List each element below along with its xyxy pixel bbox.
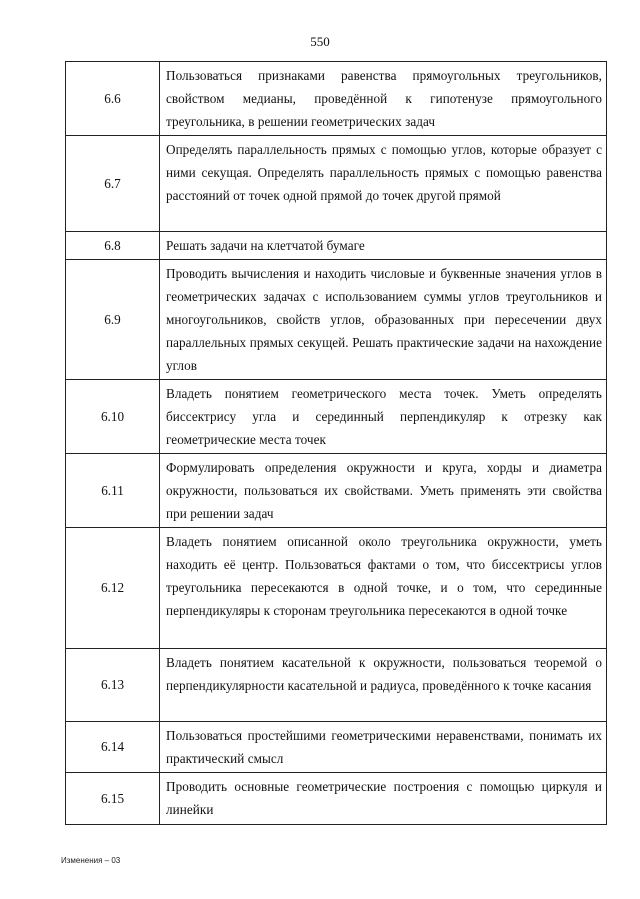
row-text: Определять параллельность прямых с помощью углов, которые образует с ними секущая. Определять параллельность прямых с помощью равенства расстояний от точек одной прямой до точек другой прямой	[160, 136, 607, 232]
table-row	[66, 649, 607, 722]
row-code: 6.6	[66, 62, 160, 136]
row-text: Проводить вычисления и находить числовые и буквенные значения углов в геометрических задачах с использованием суммы углов треугольников и многоугольников, свойств углов, образованных при пересечении двух параллельных прямых секущей. Решать практические задачи на нахождение углов	[160, 260, 607, 380]
page-number: 550	[310, 34, 330, 49]
row-text: Пользоваться признаками равенства прямоугольных треугольников, свойством медианы, проведённой к гипотенузе прямоугольного треугольника, в решении геометрических задач	[160, 62, 607, 136]
table-row	[66, 260, 607, 380]
footer-revision: Изменения – 03	[61, 856, 121, 865]
row-text: Решать задачи на клетчатой бумаге	[160, 232, 607, 260]
row-text: Проводить основные геометрические построения с помощью циркуля и линейки	[160, 773, 607, 825]
table-row	[66, 136, 607, 232]
row-code: 6.14	[66, 722, 160, 773]
row-text: Владеть понятием геометрического места точек. Уметь определять биссектрису угла и серединный перпендикуляр к отрезку как геометрические места точек	[160, 380, 607, 454]
table-row	[66, 773, 607, 825]
table-row	[66, 722, 607, 773]
table-row	[66, 62, 607, 136]
row-text: Пользоваться простейшими геометрическими неравенствами, понимать их практический смысл	[160, 722, 607, 773]
row-code: 6.8	[66, 232, 160, 260]
row-code: 6.12	[66, 528, 160, 649]
row-code: 6.15	[66, 773, 160, 825]
row-text: Владеть понятием описанной около треугольника окружности, уметь находить её центр. Пользоваться фактами о том, что биссектрисы углов треугольника пересекаются в одной точке, и о том, что серединные перпендикуляры к сторонам треугольника пересекаются в одной точке	[160, 528, 607, 649]
row-text: Владеть понятием касательной к окружности, пользоваться теоремой о перпендикулярности касательной и радиуса, проведённого к точке касания	[160, 649, 607, 722]
row-code: 6.13	[66, 649, 160, 722]
table-row	[66, 232, 607, 260]
row-text: Формулировать определения окружности и круга, хорды и диаметра окружности, пользоваться их свойствами. Уметь применять эти свойства при решении задач	[160, 454, 607, 528]
table-row	[66, 454, 607, 528]
row-code: 6.10	[66, 380, 160, 454]
row-code: 6.9	[66, 260, 160, 380]
table-row	[66, 528, 607, 649]
table-row	[66, 380, 607, 454]
row-code: 6.7	[66, 136, 160, 232]
row-code: 6.11	[66, 454, 160, 528]
requirements-table	[65, 61, 607, 825]
